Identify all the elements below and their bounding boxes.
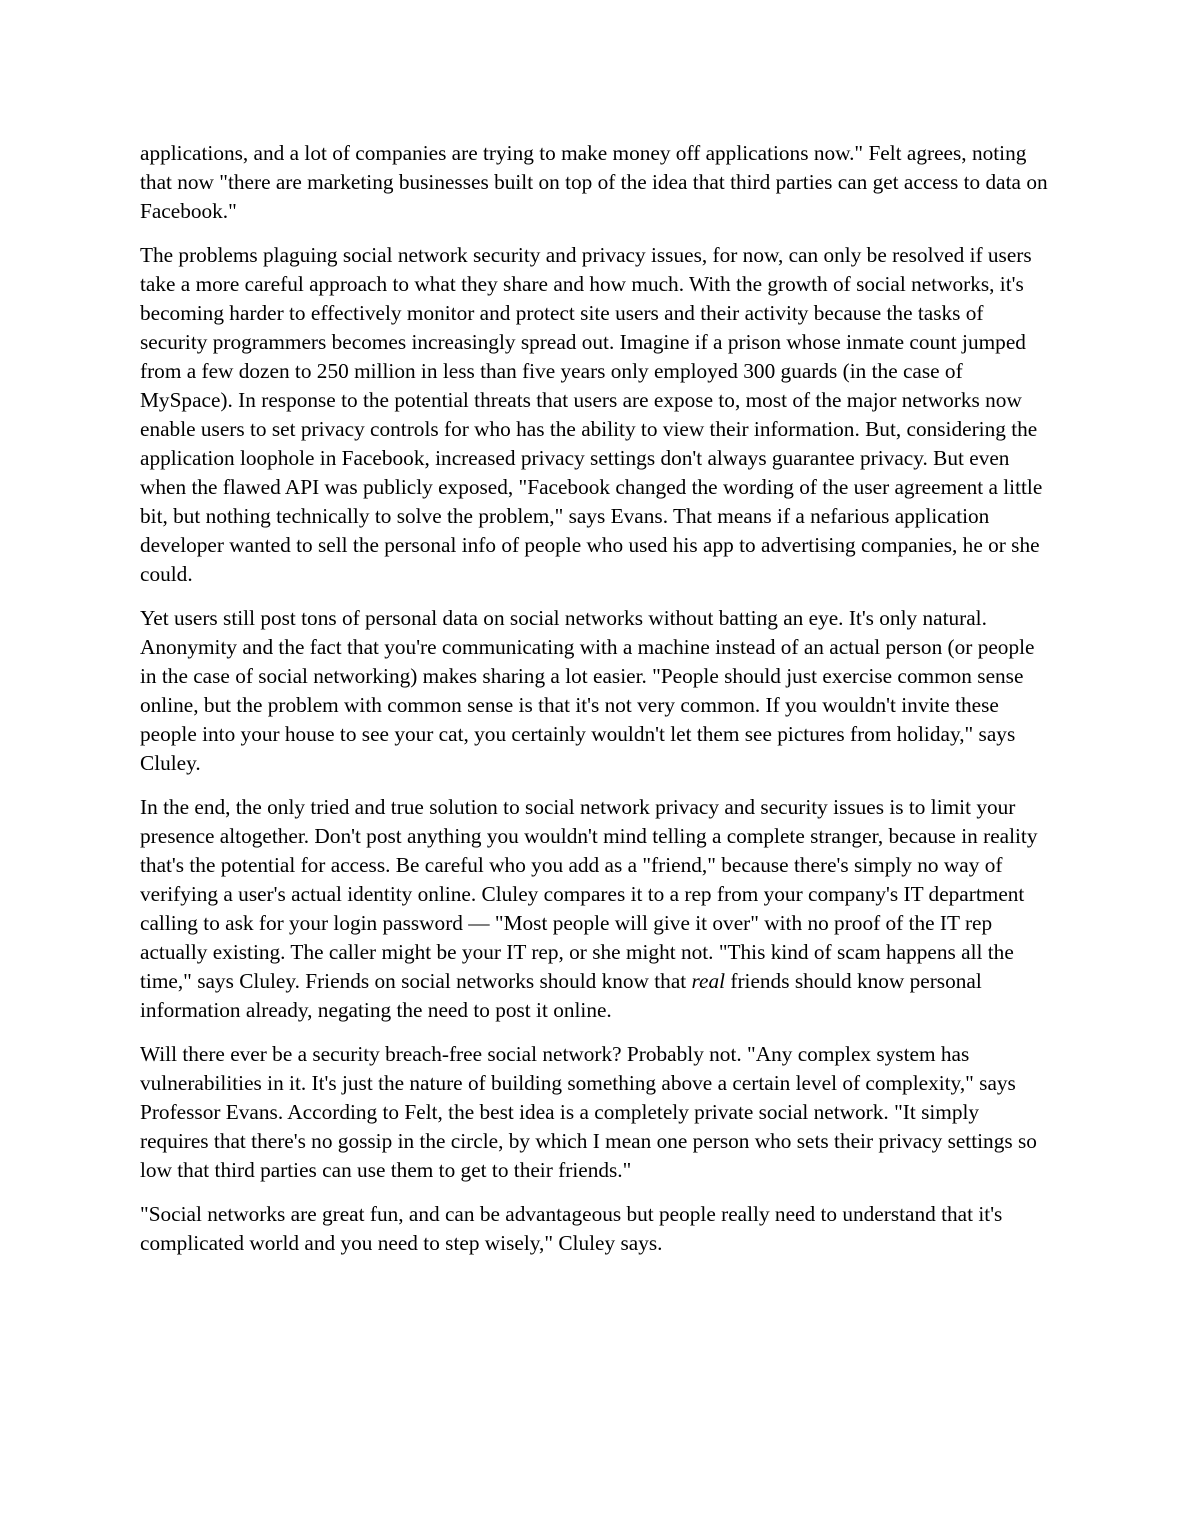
paragraph-1: applications, and a lot of companies are trying to make money off applications now." Felt agrees, noting that now "there are marketing businesses built on top of the idea that third parties can get access to data on Facebook.": [140, 141, 1048, 223]
paragraph-6: "Social networks are great fun, and can be advantageous but people really need to understand that it's complicated world and you need to step wisely," Cluley says.: [140, 1202, 1003, 1255]
paragraph-4: [140, 793, 1052, 1025]
paragraph-5: Will there ever be a security breach-free social network? Probably not. "Any complex system has vulnerabilities in it. It's just the nature of building something above a certain level of complexity," says Professor Evans. According to Felt, the best idea is a completely private social network. "It simply requires that there's no gossip in the circle, by which I mean one person who sets their privacy settings so low that third parties can use them to get to their friends.": [140, 1042, 1037, 1182]
paragraph-3: Yet users still post tons of personal data on social networks without batting an eye. It's only natural. Anonymity and the fact that you're communicating with a machine instead of an actual person (or people in the case of social networking) makes sharing a lot easier. "People should just exercise common sense online, but the problem with common sense is that it's not very common. If you wouldn't invite these people into your house to see your cat, you certainly wouldn't let them see pictures from holiday," says Cluley.: [140, 606, 1035, 775]
paragraph-4-emphasis: real: [691, 969, 726, 993]
paragraph-2: The problems plaguing social network security and privacy issues, for now, can only be resolved if users take a more careful approach to what they share and how much. With the growth of social networks, it's becoming harder to effectively monitor and protect site users and their activity because the tasks of security programmers becomes increasingly spread out. Imagine if a prison whose inmate count jumped from a few dozen to 250 million in less than five years only employed 300 guards (in the case of MySpace). In response to the potential threats that users are expose to, most of the major networks now enable users to set privacy controls for who has the ability to view their information. But, considering the application loophole in Facebook, increased privacy settings don't always guarantee privacy. But even when the flawed API was publicly exposed, "Facebook changed the wording of the user agreement a little bit, but nothing technically to solve the problem," says Evans. That means if a nefarious application developer wanted to sell the personal info of people who used his app to advertising companies, he or she could.: [140, 243, 1043, 586]
paragraph-4-text-after: friends should know personal information already, negating the need to post it online.: [140, 969, 982, 1022]
document-page: [140, 139, 1052, 1273]
paragraph-4-text-before: In the end, the only tried and true solution to social network privacy and security issues is to limit your presence altogether. Don't post anything you wouldn't mind telling a complete stranger, because in reality that's the potential for access. Be careful who you add as a "friend," because there's simply no way of verifying a user's actual identity online. Cluley compares it to a rep from your company's IT department calling to ask for your login password — "Most people will give it over" with no proof of the IT rep actually existing. The caller might be your IT rep, or she might not. "This kind of scam happens all the time," says Cluley. Friends on social networks should know that: [140, 795, 1038, 993]
